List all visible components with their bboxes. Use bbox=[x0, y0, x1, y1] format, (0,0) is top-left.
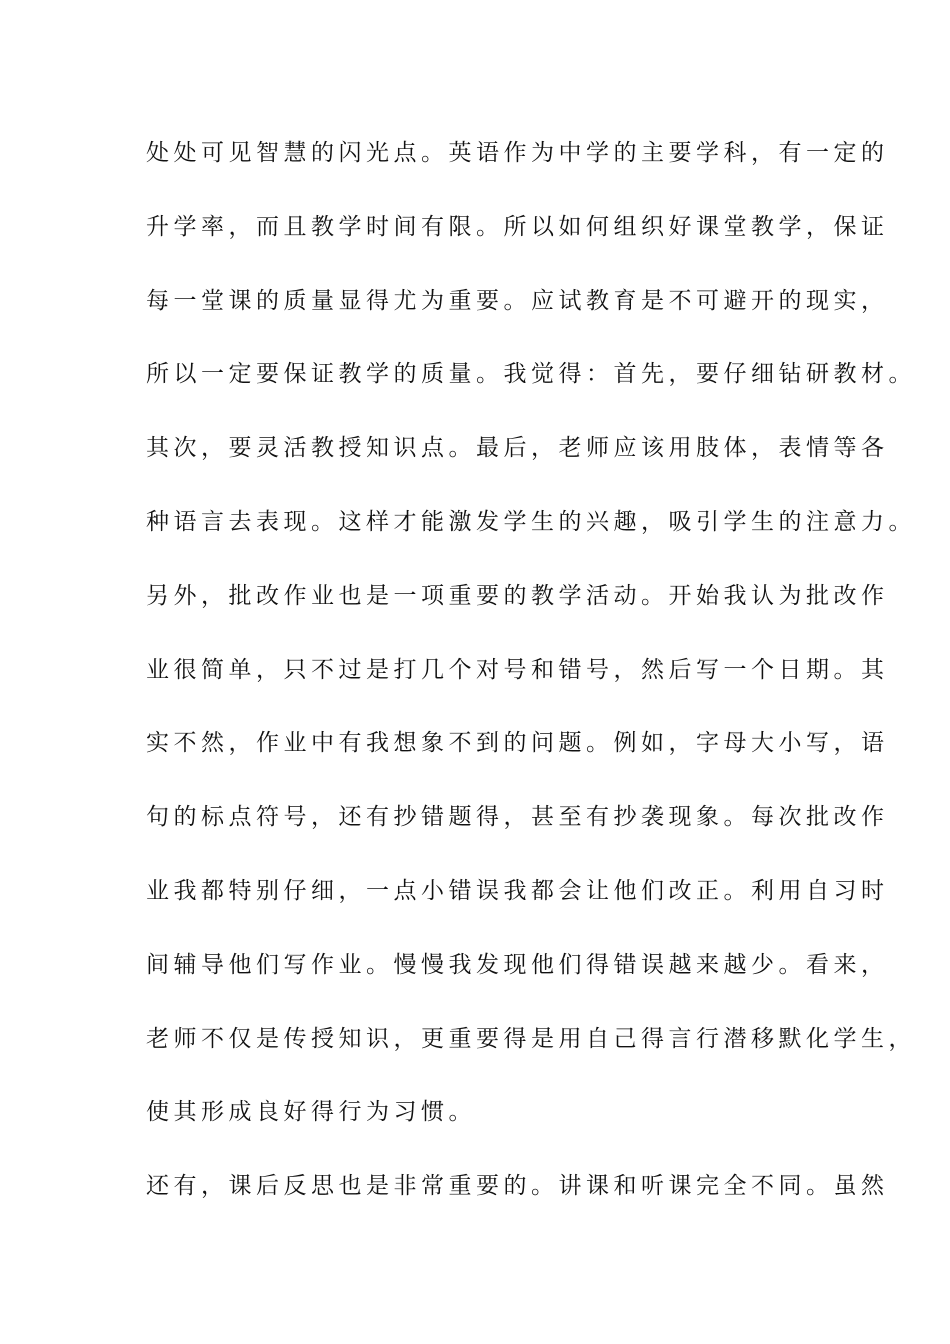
text-line: 升学率，而且教学时间有限。所以如何组织好课堂教学，保证 bbox=[146, 213, 889, 240]
body-text bbox=[146, 133, 916, 1240]
text-line: 间辅导他们写作业。慢慢我发现他们得错误越来越少。看来， bbox=[146, 951, 889, 978]
text-line: 另外，批改作业也是一项重要的教学活动。开始我认为批改作 bbox=[146, 582, 889, 609]
text-line: 其次，要灵活教授知识点。最后，老师应该用肢体，表情等各 bbox=[146, 435, 889, 462]
text-line: 还有，课后反思也是非常重要的。讲课和听课完全不同。虽然 bbox=[146, 1173, 889, 1200]
text-line: 业很简单，只不过是打几个对号和错号，然后写一个日期。其 bbox=[146, 656, 889, 683]
text-line: 所以一定要保证教学的质量。我觉得：首先，要仔细钻研教材。 bbox=[146, 361, 916, 388]
text-line: 每一堂课的质量显得尤为重要。应试教育是不可避开的现实， bbox=[146, 287, 889, 314]
text-line: 句的标点符号，还有抄错题得，甚至有抄袭现象。每次批改作 bbox=[146, 804, 889, 831]
text-line: 使其形成良好得行为习惯。 bbox=[146, 1099, 476, 1126]
text-line: 处处可见智慧的闪光点。英语作为中学的主要学科，有一定的 bbox=[146, 140, 889, 166]
text-line: 种语言去表现。这样才能激发学生的兴趣，吸引学生的注意力。 bbox=[146, 508, 916, 535]
text-line: 老师不仅是传授知识，更重要得是用自己得言行潜移默化学生， bbox=[146, 1025, 916, 1052]
text-line: 实不然，作业中有我想象不到的问题。例如，字母大小写，语 bbox=[146, 730, 889, 757]
text-line: 业我都特别仔细，一点小错误我都会让他们改正。利用自习时 bbox=[146, 877, 889, 904]
